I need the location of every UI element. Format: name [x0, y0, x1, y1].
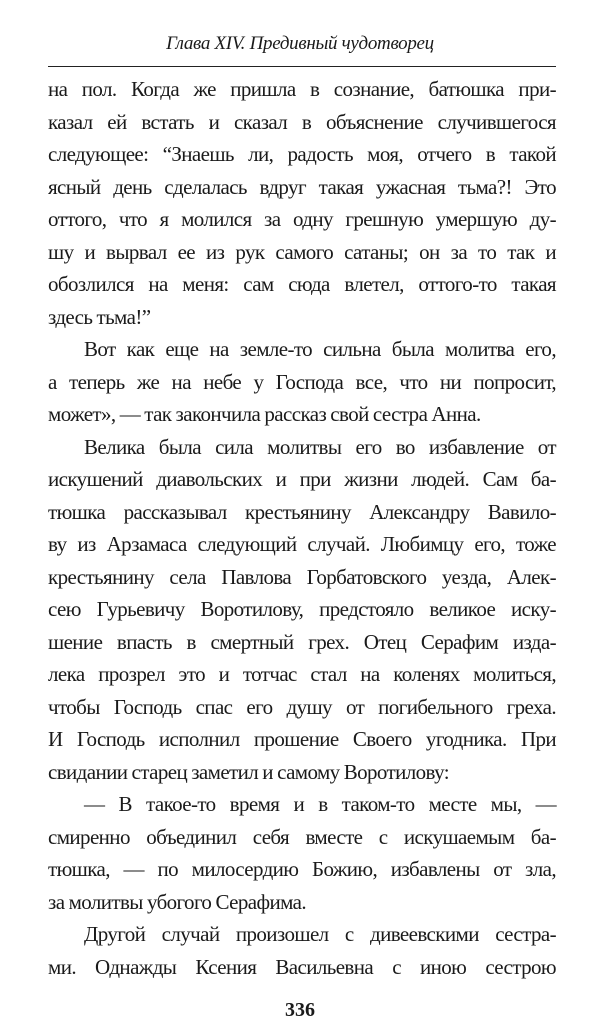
text-line: смиренно объединил себя вместе с искушаемым ба- [48, 824, 556, 849]
text-line: здесь тьма!” [48, 304, 151, 329]
text-line: на пол. Когда же пришла в сознание, батюшка при- [48, 77, 556, 101]
text-line: ми. Однажды Ксения Васильевна с иною сестрою [48, 954, 556, 979]
text-line: ву из Арзамаса следующий случай. Любимцу его, тоже [48, 532, 556, 556]
page-number: 336 [285, 999, 315, 1021]
text-line: ясный день сделалась вдруг такая ужасная тьма?! Это [48, 174, 556, 199]
text-line: шение впасть в смертный грех. Отец Серафим изда- [48, 629, 556, 654]
text-line: лека прозрел это и тотчас стал на коленях молиться, [48, 662, 556, 686]
running-head: Глава XIV. Предивный чудотворец [166, 33, 434, 54]
text-line: — В такое-то время и в таком-то месте мы, — [84, 792, 556, 816]
text-line: сею Гурьевичу Воротилову, предстояло великое иску- [48, 597, 556, 621]
text-line: за молитвы убогого Серафима. [48, 889, 307, 914]
paragraph [48, 333, 556, 431]
text-line: следующее: “Знаешь ли, радость моя, отчего в такой [48, 142, 556, 166]
text-line: может», — так закончила рассказ свой сестра Анна. [48, 402, 481, 426]
paragraph [48, 788, 556, 918]
body-text [48, 73, 556, 983]
text-line: искушений диавольских и при жизни людей. Сам ба- [48, 467, 556, 491]
text-line: крестьянину села Павлова Горбатовского уезда, Алек- [48, 564, 556, 589]
paragraph [48, 918, 556, 983]
text-line: Велика была сила молитвы его во избавление от [84, 434, 556, 459]
paragraph [48, 431, 556, 789]
text-line: а теперь же на небе у Господа все, что ни попросит, [48, 369, 556, 394]
text-line: оттого, что я молился за одну грешную умершую ду- [48, 207, 556, 231]
text-line: свидании старец заметил и самому Воротилову: [48, 759, 449, 784]
text-line: тюшка рассказывал крестьянину Александру Вавило- [48, 499, 556, 524]
text-line: И Господь исполнил прошение Своего угодника. При [48, 727, 556, 751]
header-rule [48, 66, 556, 67]
text-line: шу и вырвал ее из рук самого сатаны; он за то так и [48, 239, 556, 264]
text-line: обозлился на меня: сам сюда влетел, оттого-то такая [48, 272, 556, 296]
text-line: казал ей встать и сказал в объяснение случившегося [48, 109, 556, 134]
text-line: чтобы Господь спас его душу от погибельного греха. [48, 694, 556, 719]
paragraph [48, 73, 556, 333]
text-line: Другой случай произошел с дивеевскими сестра- [84, 922, 556, 946]
text-line: тюшка, — по милосердию Божию, избавлены от зла, [48, 857, 556, 881]
text-line: Вот как еще на земле-то сильна была молитва его, [84, 337, 556, 361]
